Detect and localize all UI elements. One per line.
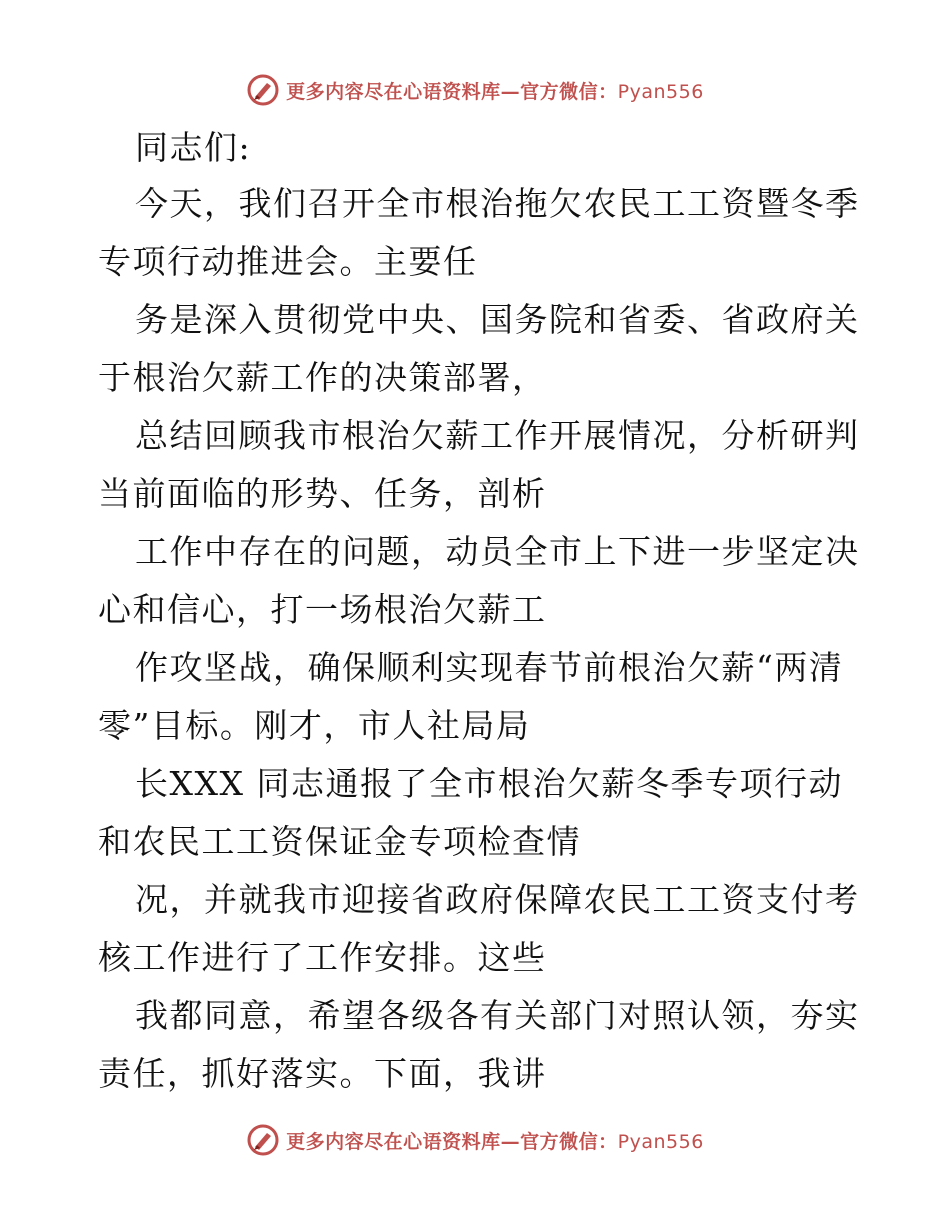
body-line: 核工作进行了工作安排。这些 xyxy=(98,938,547,977)
body-line: 今天，我们召开全市根治拖欠农民工工资暨冬季 xyxy=(135,184,860,223)
header-banner-text xyxy=(286,77,704,104)
body-line: 责任，抓好落实。下面，我讲 xyxy=(98,1054,547,1093)
footer-banner-zh: 更多内容尽在心语资料库—官方微信： xyxy=(286,1130,618,1153)
body-line: 于根治欠薪工作的决策部署， xyxy=(98,358,547,397)
body-line: 心和信心，打一场根治欠薪工 xyxy=(98,590,547,629)
header-banner xyxy=(0,70,950,110)
header-banner-zh: 更多内容尽在心语资料库—官方微信： xyxy=(286,80,618,103)
header-banner-id: Pyan556 xyxy=(617,80,704,103)
body-line: 总结回顾我市根治欠薪工作开展情况，分析研判 xyxy=(135,416,860,455)
body-line: 当前面临的形势、任务，剖析 xyxy=(98,474,547,513)
body-line: 工作中存在的问题，动员全市上下进一步坚定决 xyxy=(135,532,860,571)
body-line: 和农民工工资保证金专项检查情 xyxy=(98,822,581,861)
body-line: 专项行动推进会。主要任 xyxy=(98,242,478,281)
body-line: 同志们: xyxy=(135,128,252,167)
body-line: 作攻坚战，确保顺利实现春节前根治欠薪“两清 xyxy=(135,648,844,687)
body-line: 长XXX 同志通报了全市根治欠薪冬季专项行动 xyxy=(135,764,843,803)
footer-banner xyxy=(0,1120,950,1160)
footer-banner-text xyxy=(286,1127,704,1154)
body-line: 我都同意，希望各级各有关部门对照认领，夯实 xyxy=(135,996,860,1035)
pen-logo-icon xyxy=(246,73,280,107)
body-line: 零”目标。刚才，市人社局局 xyxy=(98,706,531,745)
body-line: 务是深入贯彻党中央、国务院和省委、省政府关 xyxy=(135,300,860,339)
body-line: 况，并就我市迎接省政府保障农民工工资支付考 xyxy=(135,880,860,919)
footer-banner-id: Pyan556 xyxy=(617,1130,704,1153)
pen-logo-icon xyxy=(246,1123,280,1157)
